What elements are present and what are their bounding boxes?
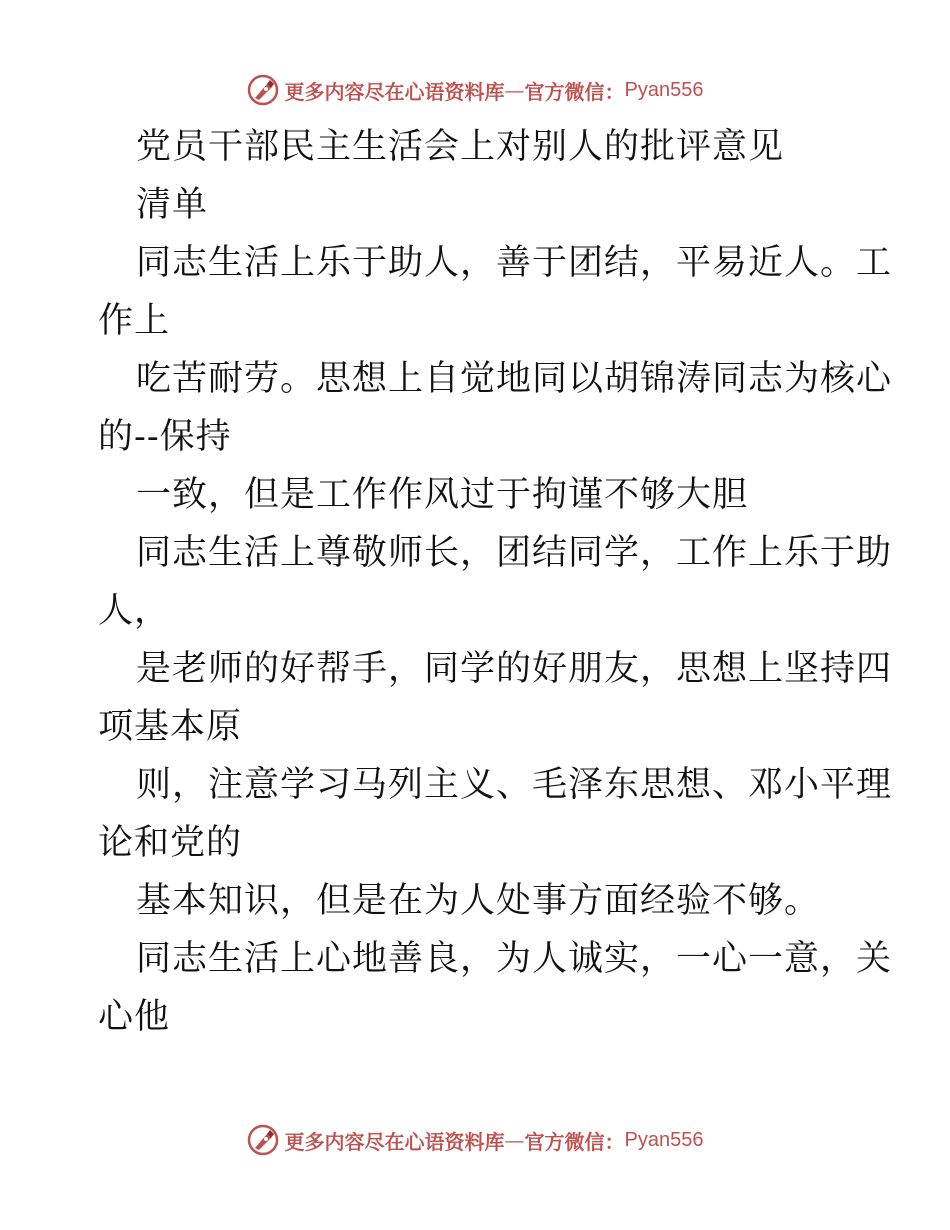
doc-line: 吃苦耐劳。思想上自觉地同以胡锦涛同志为核心 [136,359,893,399]
header-dash: — [504,78,525,102]
header-banner [0,70,950,110]
doc-line: 论和党的 [98,823,243,863]
header-wechat-id: Pyan556 [624,78,704,101]
doc-line: 人， [98,591,171,631]
doc-line: 同志生活上尊敬师长，团结同学，工作上乐于助 [136,533,893,573]
doc-line: 一致，但是工作作风过于拘谨不够大胆 [136,475,749,515]
doc-line: 则，注意学习马列主义、毛泽东思想、邓小平理 [136,765,893,805]
doc-line: 同志生活上心地善良，为人诚实，一心一意，关 [136,939,893,979]
doc-line: 作上 [98,301,171,341]
doc-line: 清单 [136,185,209,225]
doc-line: 的--保持 [98,417,232,457]
pen-nib-logo-icon [247,1124,279,1156]
doc-line: 项基本原 [98,707,243,747]
footer-brand-text: 更多内容尽在心语资料库 [284,1129,505,1154]
doc-line: 心他 [98,997,171,1037]
footer-dash: — [504,1128,525,1152]
header-brand-text: 更多内容尽在心语资料库 [284,79,505,104]
header-wechat-label: 官方微信： [524,79,625,104]
doc-line-title: 党员干部民主生活会上对别人的批评意见 [136,127,785,167]
pen-nib-logo-icon [247,74,279,106]
footer-banner [0,1120,950,1160]
doc-line: 基本知识，但是在为人处事方面经验不够。 [136,881,821,921]
doc-line: 是老师的好帮手，同学的好朋友，思想上坚持四 [136,649,893,689]
doc-line: 同志生活上乐于助人，善于团结，平易近人。工 [136,243,893,283]
footer-wechat-label: 官方微信： [524,1129,625,1154]
footer-wechat-id: Pyan556 [624,1128,704,1151]
document-body [98,118,893,1046]
